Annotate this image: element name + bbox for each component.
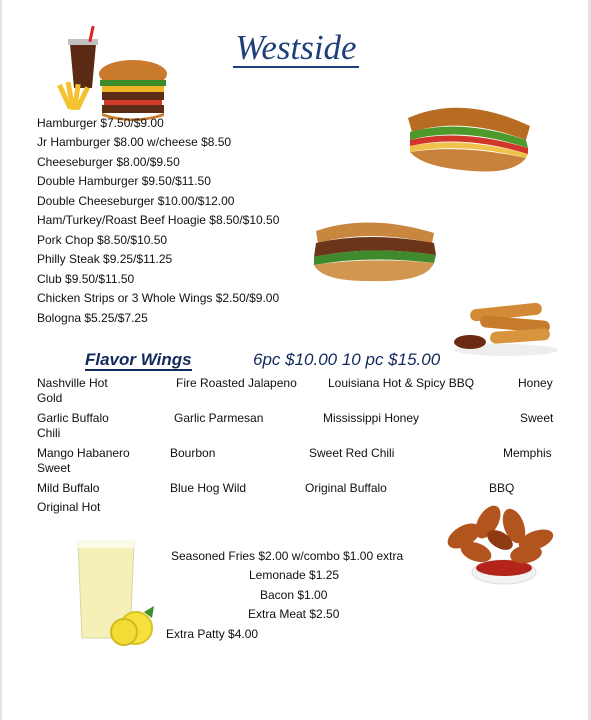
wing-flavor: Louisiana Hot & Spicy BBQ — [328, 376, 475, 390]
burger-combo-image — [52, 26, 172, 122]
wing-flavor: Mango Habanero — [37, 446, 130, 460]
wing-flavor: Mississippi Honey — [323, 411, 420, 425]
wing-flavor: Fire Roasted Jalapeno — [176, 376, 297, 390]
wing-flavor: Garlic Parmesan — [174, 411, 264, 425]
lemonade-image — [72, 536, 164, 648]
wing-flavor: BBQ — [489, 481, 515, 495]
menu-item: Ham/Turkey/Roast Beef Hoagie $8.50/$10.50 — [37, 213, 280, 227]
wing-flavor: Nashville Hot — [37, 376, 108, 390]
menu-item: Pork Chop $8.50/$10.50 — [37, 233, 168, 247]
wing-flavor: Garlic Buffalo — [37, 411, 109, 425]
wing-flavor: Sweet Red Chili — [309, 446, 395, 460]
page-title: Westside — [235, 28, 357, 67]
menu-item: Double Cheeseburger $10.00/$12.00 — [37, 194, 235, 208]
wing-flavor: Sweet — [520, 411, 554, 425]
extra-item-meat: Extra Meat $2.50 — [248, 607, 340, 621]
menu-item: Bologna $5.25/$7.25 — [37, 311, 148, 325]
menu-item: Philly Steak $9.25/$11.25 — [37, 252, 173, 266]
wing-flavor: Blue Hog Wild — [170, 481, 247, 495]
wing-flavor: Bourbon — [170, 446, 216, 460]
menu-page — [2, 0, 588, 720]
extra-item-lemonade: Lemonade $1.25 — [249, 568, 340, 582]
flavor-wings-price: 6pc $10.00 10 pc $15.00 — [253, 350, 441, 369]
menu-item: Hamburger $7.50/$9.00 — [37, 116, 164, 130]
wing-flavor: Sweet — [37, 461, 71, 475]
wing-flavor: Original Hot — [37, 500, 101, 514]
chicken-strips-image — [450, 300, 562, 360]
extra-item-fries: Seasoned Fries $2.00 w/combo $1.00 extra — [171, 549, 404, 563]
wing-flavor: Gold — [37, 391, 63, 405]
wing-flavor: Mild Buffalo — [37, 481, 100, 495]
menu-item: Club $9.50/$11.50 — [37, 272, 135, 286]
wing-flavor: Honey — [518, 376, 553, 390]
wing-flavor: Memphis — [503, 446, 552, 460]
philly-steak-image — [308, 215, 442, 287]
sub-sandwich-image — [402, 96, 538, 178]
extra-item-patty: Extra Patty $4.00 — [166, 627, 259, 641]
wing-flavor: Original Buffalo — [305, 481, 387, 495]
flavor-wings-heading: Flavor Wings — [85, 350, 192, 369]
wing-flavor: Chili — [37, 426, 61, 440]
extra-item-bacon: Bacon $1.00 — [260, 588, 328, 602]
menu-item: Double Hamburger $9.50/$11.50 — [37, 174, 211, 188]
menu-item: Chicken Strips or 3 Whole Wings $2.50/$9.00 — [37, 291, 280, 305]
menu-item: Cheeseburger $8.00/$9.50 — [37, 155, 180, 169]
menu-item: Jr Hamburger $8.00 w/cheese $8.50 — [37, 135, 232, 149]
chicken-wings-image — [440, 500, 558, 592]
